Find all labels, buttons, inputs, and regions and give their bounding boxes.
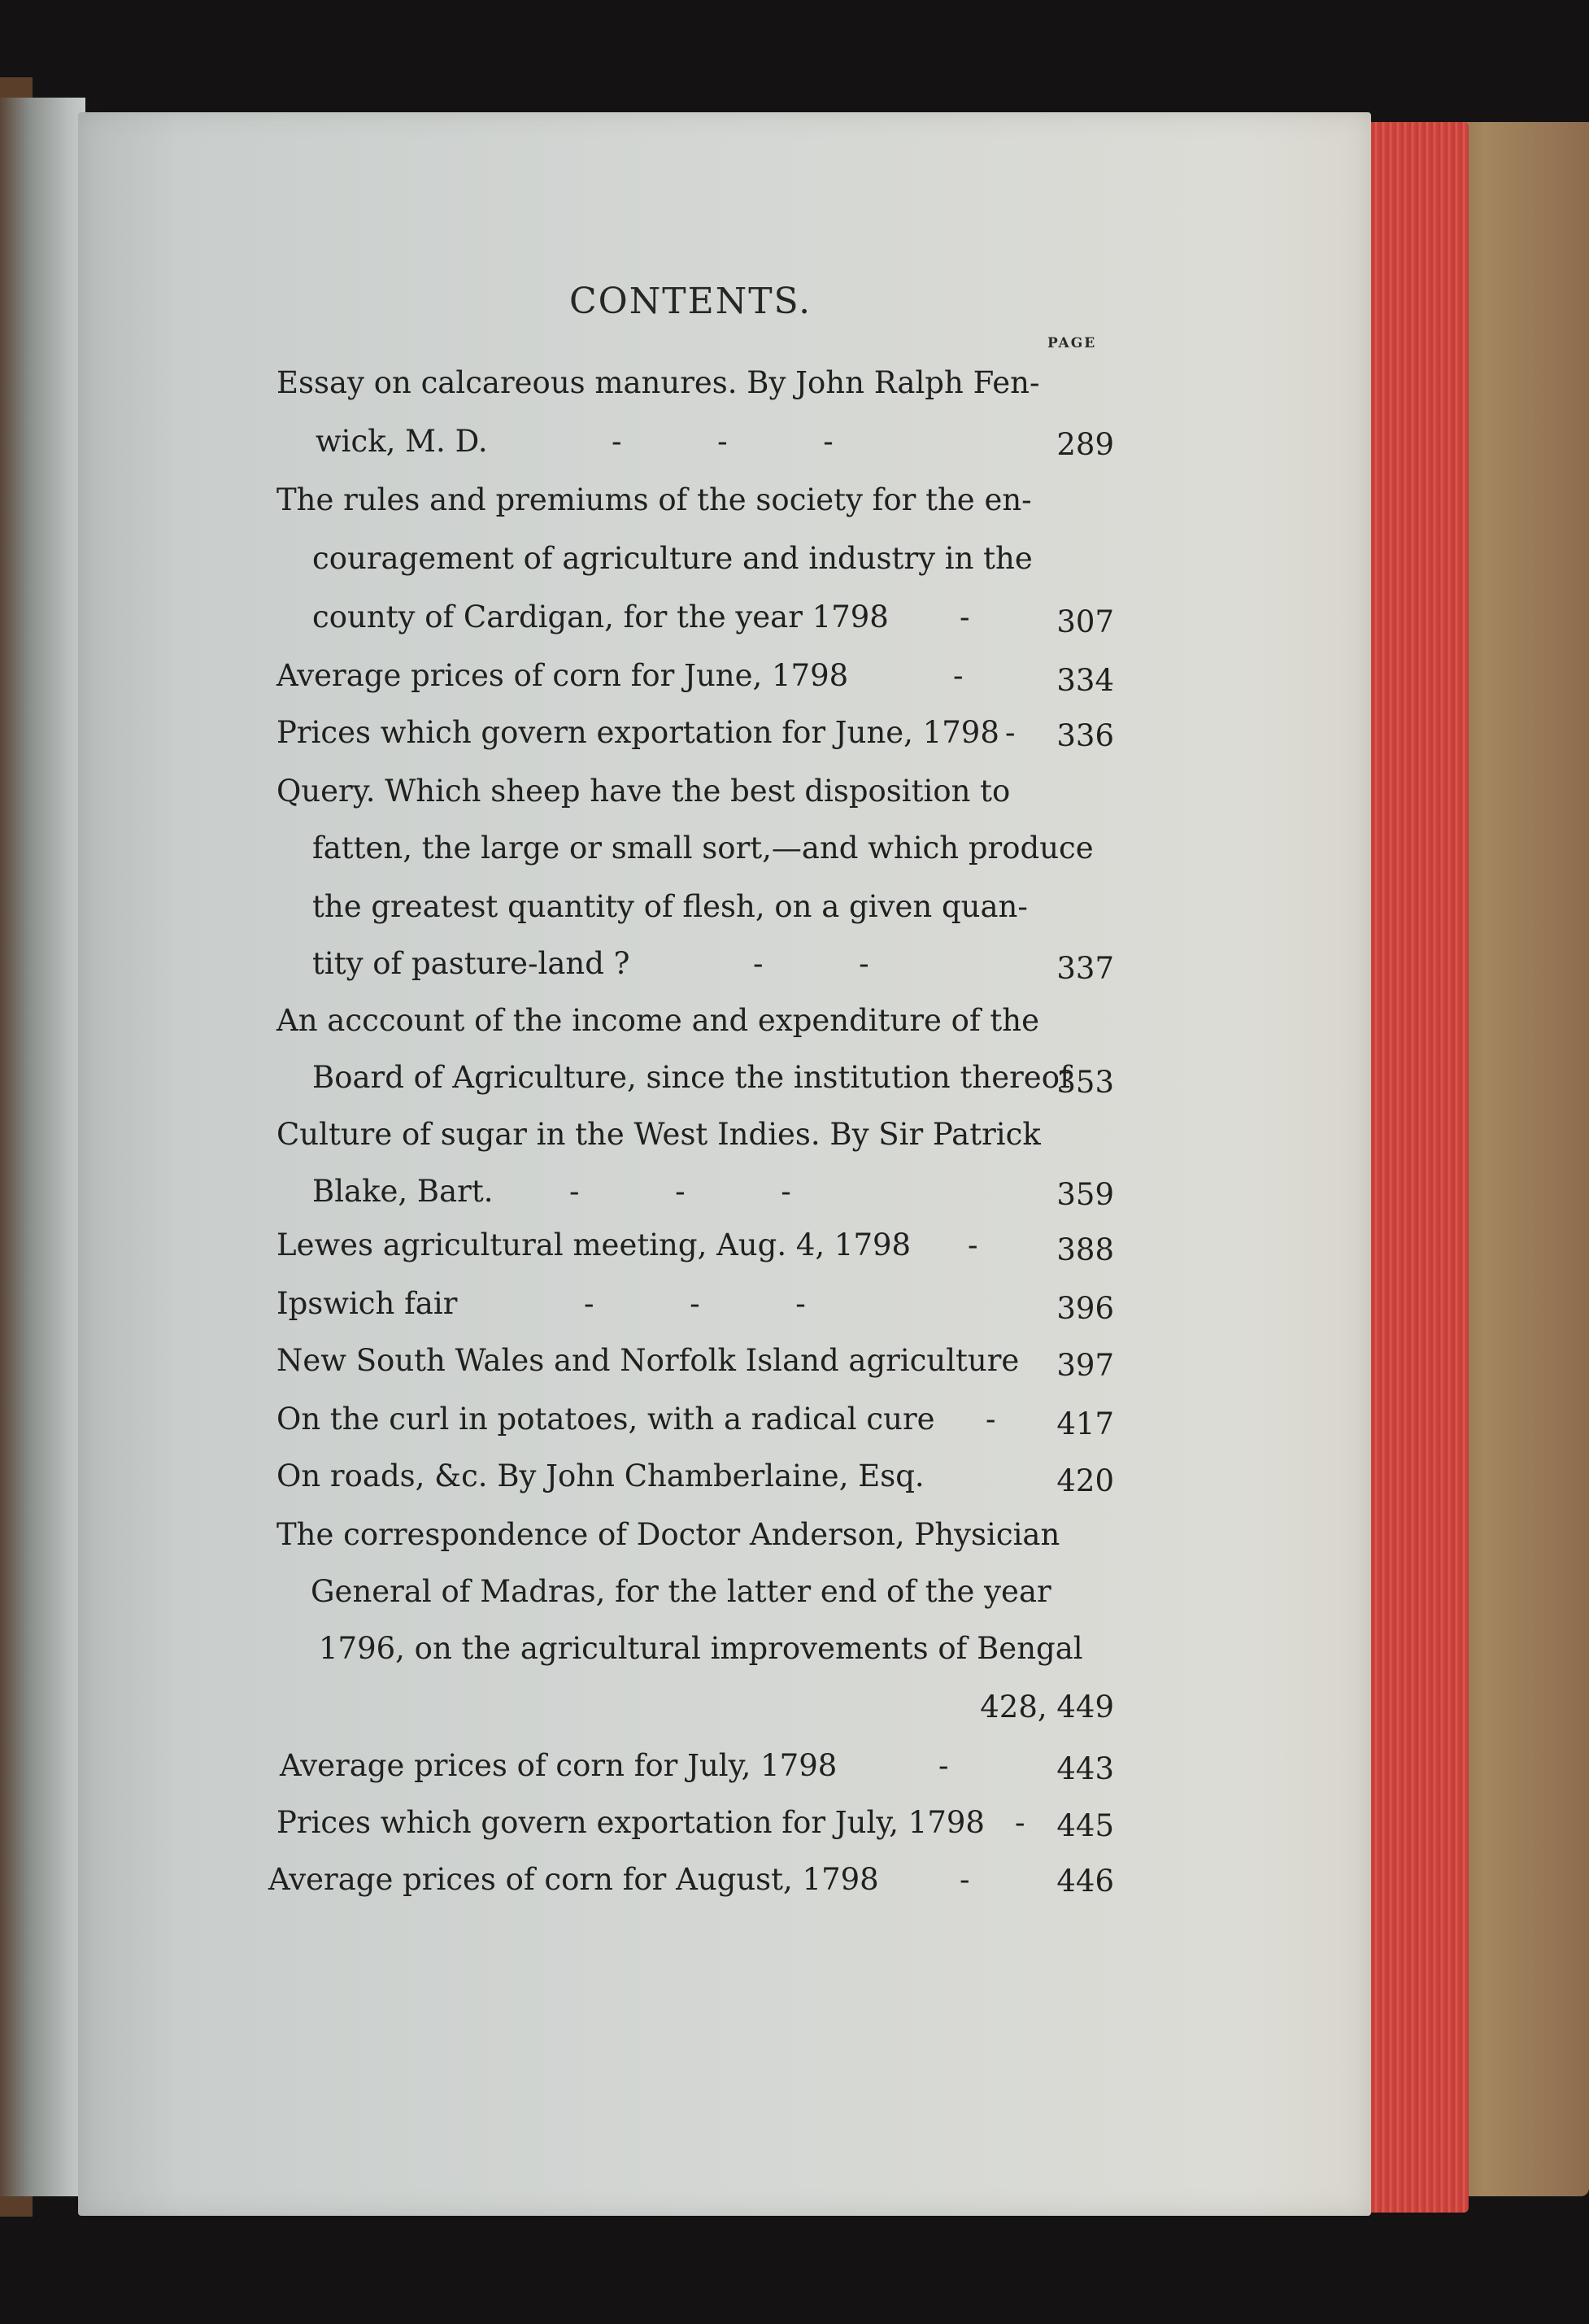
entry-line: On the curl in potatoes, with a radical cure	[276, 1402, 935, 1437]
entry-line: county of Cardigan, for the year 1798	[312, 600, 889, 634]
entry-line: Blake, Bart.	[312, 1174, 494, 1209]
entry-page-number: 420	[1056, 1463, 1114, 1498]
entry-line: fatten, the large or small sort,—and which produce	[312, 831, 1094, 866]
entry-line: General of Madras, for the latter end of the year	[311, 1574, 1051, 1609]
entry-line: couragement of agriculture and industry in the	[312, 541, 1033, 576]
entry-line: the greatest quantity of flesh, on a given quan-	[312, 889, 1028, 924]
entry-line: Prices which govern exportation for June, 1798	[276, 715, 999, 750]
entry-line: Board of Agriculture, since the institution thereof	[312, 1060, 1071, 1095]
entry-page-number: 428, 449	[980, 1690, 1114, 1724]
left-page-edge	[0, 98, 85, 2196]
entry-dashes: -	[1005, 715, 1016, 750]
entry-page-number: 336	[1056, 718, 1114, 753]
entry-line: On roads, &c. By John Chamberlaine, Esq.	[276, 1458, 925, 1493]
entry-line: Essay on calcareous manures. By John Ralph Fen-	[276, 365, 1040, 400]
entry-dashes: - - -	[569, 1174, 791, 1209]
entry-page-number: 397	[1056, 1348, 1114, 1383]
entry-dashes: -	[1015, 1805, 1025, 1840]
entry-line: Query. Which sheep have the best disposition to	[276, 774, 1011, 809]
entry-page-number: 359	[1056, 1177, 1114, 1212]
entry-dashes: -	[953, 658, 964, 693]
entry-line: Average prices of corn for August, 1798	[268, 1862, 879, 1897]
entry-page-number: 445	[1056, 1808, 1114, 1843]
entry-dashes: -	[960, 600, 970, 634]
entry-line: Average prices of corn for July, 1798	[280, 1748, 838, 1783]
entry-page-number: 388	[1056, 1232, 1114, 1267]
entry-page-number: 443	[1056, 1751, 1114, 1786]
red-page-edges	[1371, 122, 1469, 2213]
entry-page-number: 289	[1056, 427, 1114, 462]
entry-line: Prices which govern exportation for July, 1798	[276, 1805, 985, 1840]
entry-dashes: -	[986, 1402, 996, 1437]
entry-line: 1796, on the agricultural improvements of Bengal	[319, 1631, 1083, 1666]
entry-line: Average prices of corn for June, 1798	[276, 658, 849, 693]
entry-dashes: -	[968, 1227, 978, 1262]
entry-line: New South Wales and Norfolk Island agriculture	[276, 1343, 1020, 1378]
entry-line: Lewes agricultural meeting, Aug. 4, 1798	[276, 1227, 912, 1262]
entry-page-number: 353	[1056, 1065, 1114, 1100]
entry-dashes: - - -	[584, 1286, 806, 1321]
entry-line: The rules and premiums of the society for the en-	[276, 482, 1032, 517]
entry-page-number: 396	[1056, 1291, 1114, 1326]
entry-dashes: -	[960, 1862, 970, 1897]
entry-dashes: - - -	[612, 424, 834, 459]
page-title: CONTENTS.	[569, 281, 812, 322]
entry-dashes: -	[938, 1748, 949, 1783]
entry-line: The correspondence of Doctor Anderson, Physician	[276, 1517, 1060, 1552]
entry-line: tity of pasture-land ?	[312, 946, 630, 981]
page-column-label: PAGE	[1047, 335, 1097, 351]
entry-page-number: 334	[1056, 663, 1114, 698]
entry-line: Ipswich fair	[276, 1286, 458, 1321]
entry-page-number: 417	[1056, 1406, 1114, 1441]
entry-page-number: 446	[1056, 1864, 1114, 1899]
entry-line: wick, M. D.	[316, 424, 488, 459]
entry-line: Culture of sugar in the West Indies. By Sir Patrick	[276, 1117, 1041, 1152]
entry-page-number: 307	[1056, 604, 1114, 639]
entry-line: An acccount of the income and expenditure of the	[276, 1003, 1039, 1038]
entry-page-number: 337	[1056, 951, 1114, 986]
entry-dashes: - -	[753, 946, 869, 981]
